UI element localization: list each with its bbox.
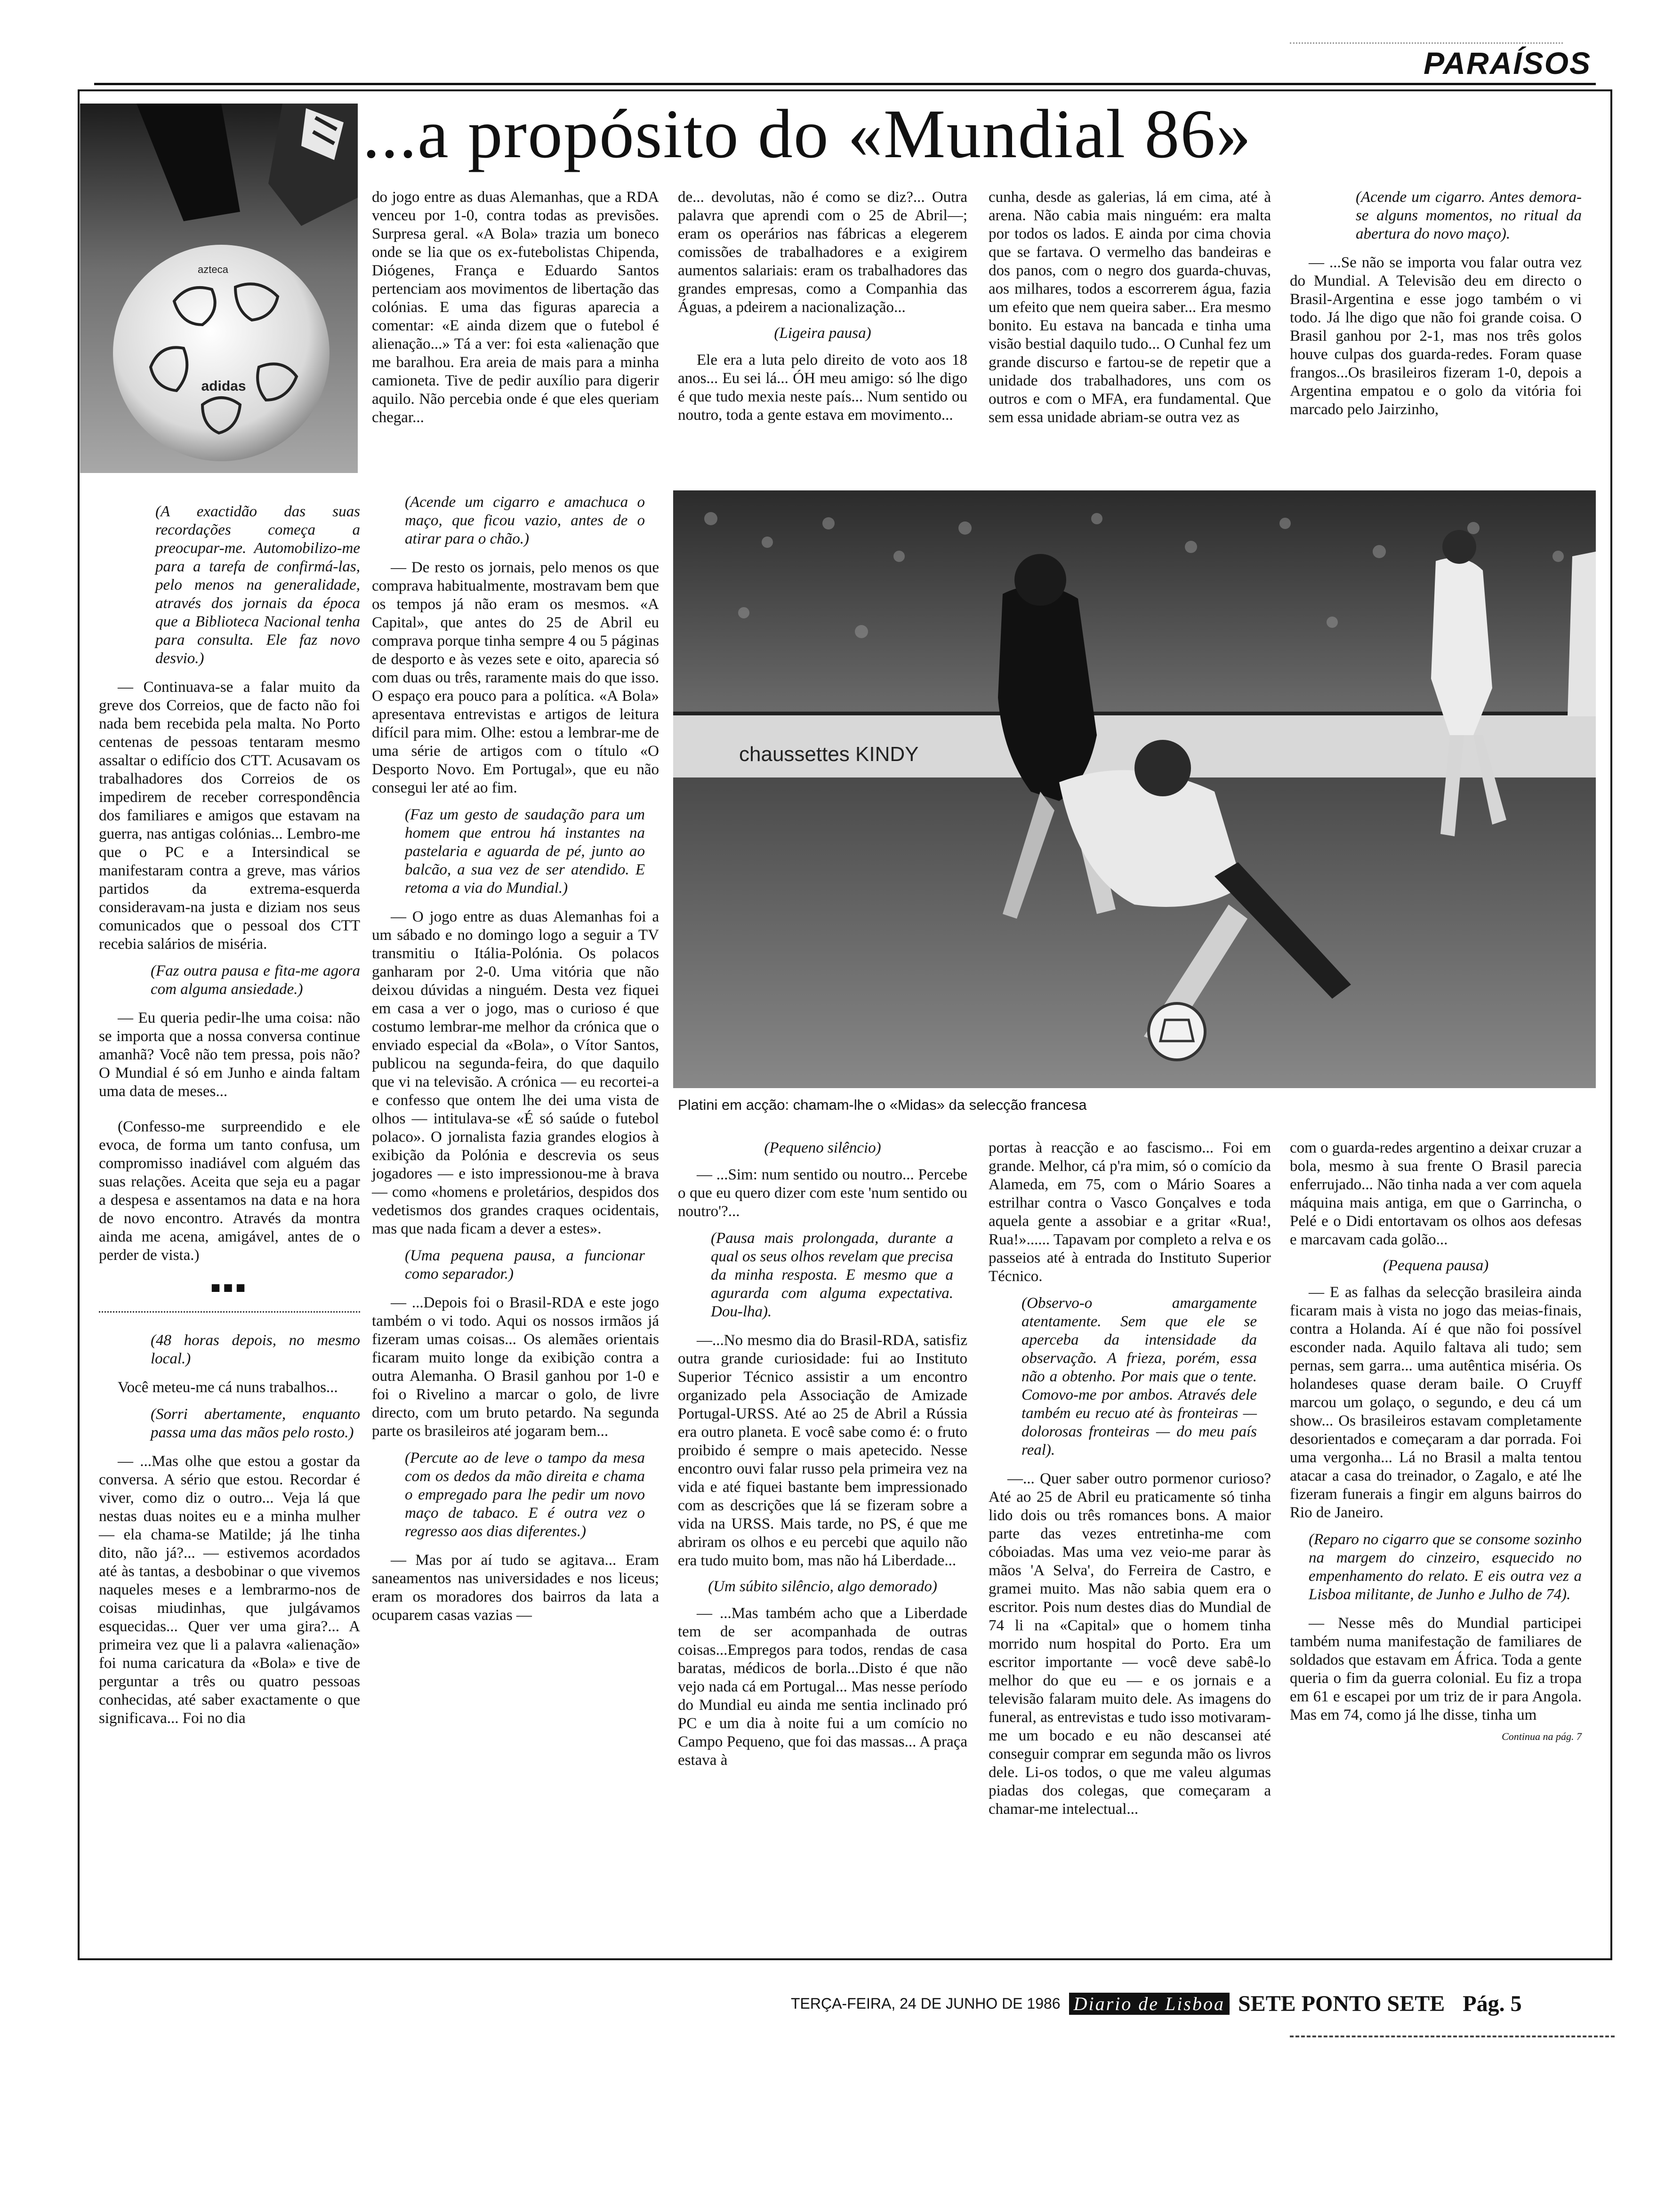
paragraph: — ...Se não se importa vou falar outra vez do Mundial. A Televisão deu em directo o Brasil-Argentina e esse jogo também o vi todo. Já lhe digo que não foi grande coisa. O Brasil ganhou por 2-1, mas nos três golos houve culpas dos guarda-redes. Foram quase frangos...Os brasileiros fizeram 1-0, depois a Argentina empatou e o golo da vitória foi marcado pelo Jairzinho, bbox=[1290, 254, 1582, 418]
paragraph: do jogo entre as duas Alemanhas, que a RDA venceu por 1-0, contra todas as previsões. Surpresa geral. «A Bola» trazia um boneco onde se lia que os ex-futebolistas Chipenda, Diógenes, França e Eduardo Santos pertenciam aos movimentos de libertação das colónias. E uma das figuras aparecia a comentar: «E ainda dizem que o futebol é alienação...» Tá a ver: foi esta «alienação que me baralhou. Era areia de mais para a minha camioneta. Tive de pedir auxílio para digerir aquilo. Não percebia onde é que eles queriam chegar... bbox=[372, 189, 659, 426]
page-footer bbox=[791, 1991, 1522, 2017]
paragraph: — Mas por aí tudo se agitava... Eram saneamentos nas universidades e nos liceus; eram os moradores dos bairros da lata a ocuparem casas vazias — bbox=[372, 1552, 659, 1624]
column-4-top bbox=[989, 188, 1271, 430]
football-photo bbox=[80, 104, 358, 473]
paragraph: —... Quer saber outro pormenor curioso? Até ao 25 de Abril eu praticamente só tinha lido dois ou três romances bons. A maior parte das vezes entretinha-me com cóboiadas. Mas uma vez veio-me parar às mãos 'A Selva', do Ferreira de Castro, e gramei muito. Mas não sabia quem era o escritor. Pois num destes dias do Mundial de 74 li na «Capital» que o homem tinha morrido num hospital do Porto. Era um escritor importante — você deve sabê-lo melhor do que eu — e os jornais e a televisão falaram muito dele. As imagens do funeral, as entrevistas e tudo isso motivaram-me um bocado e eu não descansei até conseguir comprar em segunda mão os livros dele. Li-os todos, o que me valeu algumas piadas dos colegas, que começaram a chamar-me intelectual... bbox=[989, 1470, 1271, 1818]
continued-note: Continua na pág. 7 bbox=[1502, 1731, 1582, 1742]
paragraph: de... devolutas, não é como se diz?... Outra palavra que aprendi com o 25 de Abril—; eram os operários nas fábricas a elegerem comissões de trabalhadores e a exigirem aumentos salariais: eram os trabalhadores das grandes empresas, como a Companhia das Águas, a pdeirem a nacionalização... bbox=[678, 189, 967, 316]
article-headline: ...a propósito do «Mundial 86» bbox=[362, 96, 1252, 173]
column-5-top bbox=[1290, 188, 1582, 422]
column-2 bbox=[372, 485, 659, 1627]
paragraph: (Uma pequena pausa, a funcionar como separador.) bbox=[405, 1247, 645, 1282]
match-photo bbox=[673, 490, 1596, 1088]
paragraph: (Acende um cigarro e amachuca o maço, que ficou vazio, antes de o atirar para o chão.) bbox=[405, 494, 645, 547]
page-number: Pág. 5 bbox=[1463, 1991, 1522, 2016]
paragraph: cunha, desde as galerias, lá em cima, até à arena. Não cabia mais ninguém: era malta por todos os lados. E ainda por cima chovia que se fartava. O vermelho das bandeiras e dos panos, com o negro dos guarda-chuvas, aos milhares, todos a escorrerem água, fazia um efeito que nem queira saber... Era mesmo bonito. Eu estava na bancada e tinha uma visão bestial daquilo tudo... O Cunhal fez um grande discurso e fartou-se de repetir que a unidade dos trabalhadores, uns com os outros e com o MFA, era fundamental. Que sem essa unidade abriam-se outra vez as bbox=[989, 189, 1271, 426]
match-illustration bbox=[673, 490, 1596, 1088]
paragraph: — Nesse mês do Mundial participei também numa manifestação de familiares de soldados que estavam em África. Toda a gente queria o fim da guerra colonial. Eu fiz a tropa em 61 e escapei por um triz de ir para Angola. Mas em 74, como já lhe disse, tinha um bbox=[1290, 1615, 1582, 1723]
paragraph: (Observo-o amargamente atentamente. Sem que ele se aperceba da intensidade da observação. A frieza, porém, essa não a obtenho. Por mais que o tente. Comovo-me por ambos. Através dele também eu recuo até às fronteiras — dolorosas fronteiras — do meu país real). bbox=[1022, 1295, 1257, 1459]
photo-caption: Platini em acção: chamam-lhe o «Midas» da selecção francesa bbox=[678, 1097, 1087, 1113]
paragraph: (Pequena pausa) bbox=[1383, 1257, 1489, 1274]
column-4 bbox=[989, 1139, 1271, 1821]
paragraph: — ...Mas olhe que estou a gostar da conversa. A sério que estou. Recordar é viver, como diz o outro... Veja lá que nestas duas noites eu e a minha mulher — ela chama-se Matilde; já lhe tinha dito, não já?... — estivemos acordados até às tantas, a desbobinar o que vivemos naqueles meses e a lembrarmo-nos de coisas miudinhas, que julgávamos esquecidas... Quer ver uma gira?... A primeira vez que li a palavra «alienação» foi numa caricatura da «Bola» e tive de perguntar a três ou quatro pessoas conhecidas, até saber exactamente o que significava... Foi no dia bbox=[99, 1453, 360, 1727]
paragraph: — ...Sim: num sentido ou noutro... Percebe o que eu quero dizer com este 'num sentido ou noutro'?... bbox=[678, 1166, 967, 1220]
football-illustration bbox=[80, 104, 358, 473]
paragraph: (Acende um cigarro. Antes demora-se alguns momentos, no ritual da abertura do novo maço). bbox=[1356, 189, 1582, 242]
paragraph: (Faz um gesto de saudação para um homem que entrou há instantes na pastelaria e aguarda de pé, junto ao balcão, a sua vez de ser atendido. E retoma a via do Mundial.) bbox=[405, 806, 645, 897]
section-title: PARAÍSOS bbox=[1424, 46, 1591, 80]
newspaper-masthead: Diario de Lisboa bbox=[1069, 1993, 1230, 2015]
paragraph: —...No mesmo dia do Brasil-RDA, satisfiz outra grande curiosidade: fui ao Instituto Superior Técnico assistir a um encontro organizado pela Associação de Amizade Portugal-URSS. Até ao 25 de Abril a Rússia era outro planeta. E você sabe como é: o fruto proibido é sempre o mais apetecido. Nesse encontro ouvi falar russo pela primeira vez na vida e até fiquei bastante bem impressionado com as descrições que lá se fizeram sobre a vida na URSS. Mais tarde, no PS, é que me abriram os olhos e eu percebi que aquilo não era tudo muito bom, mas não há Liberdade... bbox=[678, 1332, 967, 1569]
section-separator: ■■■ bbox=[210, 1279, 249, 1297]
paragraph: — E as falhas da selecção brasileira ainda ficaram mais à vista no jogo das meias-finais, contra a Holanda. Aí é que não foi possível esconder nada. Aquilo faltava ali tudo; sem pernas, sem garra... uma autêntica miséria. Os holandeses quase deram baile. O Cruyff marcou um golaço, o segundo, e deu cá um show... Os brasileiros estavam completamente desorientados e começaram a dar porrada. Foi uma vergonha... Lá no Brasil a malta tentou atacar a casa do treinador, o Zagalo, e até lhe fizeram funerais a fingir em alguns bairros do Rio de Janeiro. bbox=[1290, 1284, 1582, 1521]
paragraph: (Sorri abertamente, enquanto passa uma das mãos pelo rosto.) bbox=[151, 1406, 360, 1441]
paragraph: (Pausa mais prolongada, durante a qual os seus olhos revelam que precisa da minha resposta. E mesmo que a agurarda com alguma expectativa. Dou-lha). bbox=[711, 1230, 953, 1320]
header-rule bbox=[94, 83, 1596, 85]
issue-date: TERÇA-FEIRA, 24 DE JUNHO DE 1986 bbox=[791, 1995, 1061, 2012]
column-1 bbox=[99, 494, 360, 1731]
paragraph: — Eu queria pedir-lhe uma coisa: não se importa que a nossa conversa continue amanhã? Você não tem pressa, pois não? O Mundial é só em Junho e ainda faltam uma data de meses... bbox=[99, 1010, 360, 1100]
svg-text:adidas: adidas bbox=[201, 378, 246, 394]
svg-text:azteca: azteca bbox=[198, 264, 228, 275]
paragraph: — Continuava-se a falar muito da greve dos Correios, que de facto não foi nada bem recebida pela malta. No Porto centenas de pessoas tentaram mesmo assaltar o edifício dos CTT. Acusavam os trabalhadores dos Correios de os impedirem de receber correspondência dos familiares e amigos que estavam na guerra, nas antigas colónias... Lembro-me que o PC e a Intersindical se manifestaram contra a greve, mas vários partidos da extrema-esquerda consideravam-na justa e diziam nos seus comunicados que o pessoal dos CTT recebia salários de miséria. bbox=[99, 679, 360, 953]
column-3 bbox=[678, 1139, 967, 1772]
supplement-name: SETE PONTO SETE bbox=[1238, 1991, 1445, 2016]
paragraph: — ...Mas também acho que a Liberdade tem de ser acompanhada de outras coisas...Empregos para todos, rendas de casa baratas, médicos de borla...Disto é que não vejo nada cá em Portugal... Mas nesse período do Mundial eu ainda me sentia inclinado pró PC e um dia à noite fui a um comício no Campo Pequeno, que foi das massas... A praça estava à bbox=[678, 1605, 967, 1769]
ad-banner-text: chaussettes KINDY bbox=[739, 743, 919, 766]
paragraph: (Um súbito silêncio, algo demorado) bbox=[708, 1578, 937, 1595]
paragraph: Ele era a luta pelo direito de voto aos 18 anos... Eu sei lá... ÓH meu amigo: só lhe digo é que tudo mexia neste país... Num sentido ou noutro, toda a gente estava em movimento... bbox=[678, 352, 967, 424]
paragraph: (Pequeno silêncio) bbox=[764, 1139, 881, 1156]
paragraph: — De resto os jornais, pelo menos os que comprava habitualmente, mostravam bem que os tempos já não eram os mesmos. «A Capital», que antes do 25 de Abril eu comprava porque tinha sempre 4 ou 5 páginas de desporto e às vezes sete e oito, aparecia só com duas ou três, raramente mais do que isso. O espaço era pouco para a política. «A Bola» apresentava entrevistas e artigos de leitura difícil para mim. Olhe: estou a lembrar-me de uma série de artigos com o título «O Desporto Novo. Em Portugal», que eu não consegui ler até ao fim. bbox=[372, 559, 659, 796]
column-2-top bbox=[372, 188, 659, 430]
paragraph: (48 horas depois, no mesmo local.) bbox=[151, 1332, 360, 1367]
top-dotted-rule bbox=[1290, 42, 1563, 44]
paragraph: com o guarda-redes argentino a deixar cruzar a bola, mesmo à sua frente O Brasil parecia enferrujado... Não tinha nada a ver com aquela máquina mais antiga, em que o Garrincha, o Pelé e o Didi entortavam os olhos aos defesas e marcavam cada golão... bbox=[1290, 1139, 1582, 1248]
dotted-rule bbox=[99, 1311, 360, 1313]
paragraph: (Ligeira pausa) bbox=[774, 325, 871, 342]
column-5 bbox=[1290, 1139, 1582, 1746]
paragraph: (Confesso-me surpreendido e ele evoca, de forma um tanto confusa, um compromisso inadiável com alguém das suas relações. Aceita que seja eu a pagar a despesa e assentamos na data e na hora de novo encontro. Através da montra ainda me acena, amigável, antes de o perder de vista.) bbox=[99, 1118, 360, 1264]
bottom-dashed-rule bbox=[1290, 2036, 1615, 2037]
paragraph: — O jogo entre as duas Alemanhas foi a um sábado e no domingo logo a seguir a TV transmitiu o Itália-Polónia. Os polacos ganharam por 2-0. Uma vitória que não deixou dúvidas a ninguém. Desta vez fiquei em casa a ver o jogo, mas o curioso é que costumo lembrar-me melhor da crónica que o enviado especial da «Bola», o Vítor Santos, publicou na segunda-feira, do que daquilo que vi na televisão. A crónica — eu recortei-a e confesso que ontem lhe dei uma vista de olhos — intitulava-se «É só saúde o futebol polaco». O jornalista fazia grandes elogios à exibição da Polónia e descrevia os seus jogadores — e isto impressionou-me à brava — como «homens e proletários, despidos dos vedetismos dos grandes craques ocidentais, mas que nada ficam a dever a estes». bbox=[372, 908, 659, 1237]
column-3-top bbox=[678, 188, 967, 427]
paragraph: — ...Depois foi o Brasil-RDA e este jogo também o vi todo. Aqui os nossos irmãos já fizeram umas coisas... Os alemães orientais ficaram muito longe da exibição contra a outra Alemanha. O Brasil ganhou por 1-0 e foi o Rivelino a marcar o golo, de livre directo, com um bruto petardo. Na segunda parte os brasileiros até jogaram bem... bbox=[372, 1294, 659, 1440]
paragraph: (A exactidão das suas recordações começa a preocupar-me. Automobilizo-me para a tarefa de confirmá-las, pelo menos na generalidade, através dos jornais da época que a Biblioteca Nacional tenha para consulta. Ele faz novo desvio.) bbox=[155, 503, 360, 667]
paragraph: (Faz outra pausa e fita-me agora com alguma ansiedade.) bbox=[151, 962, 360, 998]
paragraph: (Percute ao de leve o tampo da mesa com os dedos da mão direita e chama o empregado para lhe pedir um novo maço de tabaco. E é outra vez o regresso aos dias diferentes.) bbox=[405, 1450, 645, 1540]
paragraph: Você meteu-me cá nuns trabalhos... bbox=[118, 1379, 338, 1396]
paragraph: portas à reacção e ao fascismo... Foi em grande. Melhor, cá p'ra mim, só o comício da Alameda, em 75, com o Mário Soares a estrilhar contra o Vasco Gonçalves e toda aquela gente a assobiar e a gritar «Rua!, Rua!»...... Tapavam por completo a relva e os passeios até à entrada do Instituto Superior Técnico. bbox=[989, 1139, 1271, 1285]
paragraph: (Reparo no cigarro que se consome sozinho na margem do cinzeiro, esquecido no empenhamento do relato. E eis outra vez a Lisboa militante, de Junho e Julho de 74). bbox=[1309, 1531, 1582, 1603]
